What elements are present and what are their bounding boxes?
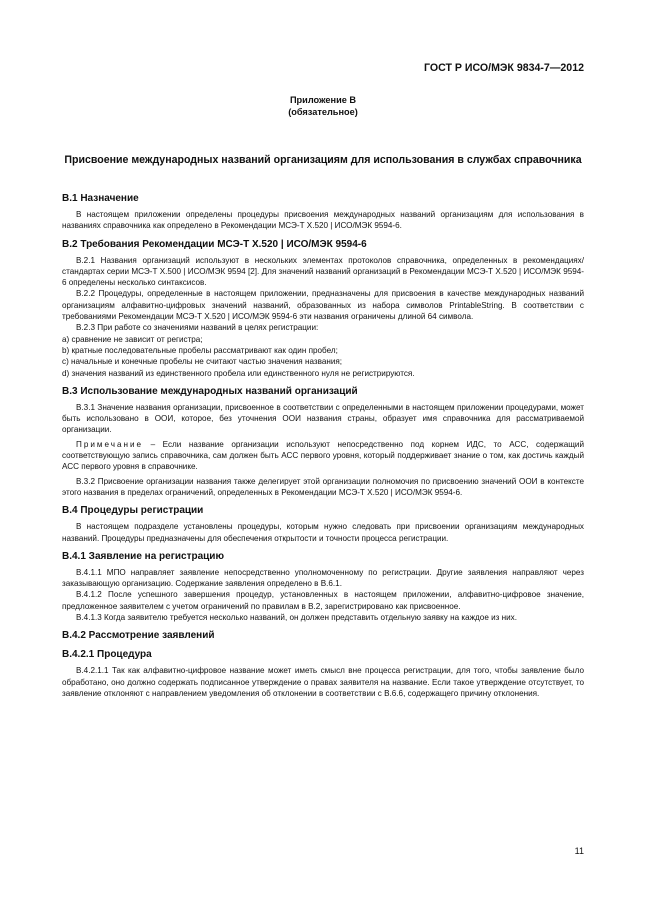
main-title: Присвоение международных названий организациям для использования в службах справочника bbox=[64, 154, 582, 166]
paragraph: В.4.1.2 После успешного завершения процедур, установленных в настоящем приложении, алфавитно-цифровое значение, предложенное заявителем с учетом ограничений по правилам в В.2, зарегистрировано как присвоенное. bbox=[62, 590, 584, 611]
paragraph: В.3.1 Значение названия организации, присвоенное в соответствии с определенными в настоящем приложении процедурами, может быть использовано в ООИ, которое, без уточнения ООИ названия страны, образует имя справочника для рассматриваемой организации. bbox=[62, 402, 584, 435]
paragraph: В.3.2 Присвоение организации названия также делегирует этой организации полномочия по присвоению значений ООИ в контексте этого названия в пределах ограничений, определенных в Рекомендации МСЭ-Т Х.520 | ИСО/МЭК 9594-6. bbox=[62, 476, 584, 497]
section-b42-heading: В.4.2 Рассмотрение заявлений bbox=[62, 630, 215, 642]
list-item: b) кратные последовательные пробелы рассматривают как один пробел; bbox=[62, 345, 338, 355]
paragraph: В.4.1.3 Когда заявителю требуется несколько названий, он должен представить отдельную заявку на каждое из них. bbox=[76, 613, 517, 623]
section-b2-heading: В.2 Требования Рекомендации МСЭ-Т Х.520 | ИСО/МЭК 9594-6 bbox=[62, 238, 367, 250]
appendix-heading bbox=[0, 94, 646, 118]
section-b41-heading: В.4.1 Заявление на регистрацию bbox=[62, 550, 224, 562]
page-number: 11 bbox=[574, 846, 584, 856]
section-b1-heading: В.1 Назначение bbox=[62, 193, 139, 204]
paragraph: В.4.2.1.1 Так как алфавитно-цифровое название может иметь смысл вне процесса регистрации, для того, чтобы заявление было обработано, оно должно содержать подписанное утверждение о правах заявителя на название. Если такое утверждение отсутствует, то заявление отклоняют с направлением уведомления об отклонении в соответствии с В.6.6, содержащего причину отклонения. bbox=[62, 666, 584, 698]
document-body bbox=[62, 192, 584, 699]
paragraph: В.2.2 Процедуры, определенные в настоящем приложении, предназначены для присвоения в качестве международных названий организациям алфавитно-цифровых значений названий, образованных из набора символов PrintableString. В соответствии с требованиями Рекомендации МСЭ-Т Х.520 | ИСО/МЭК 9594-6 эти названия ограничены длиной 64 символа. bbox=[62, 289, 584, 322]
list-item: c) начальные и конечные пробелы не считают частью значения названия; bbox=[62, 357, 343, 367]
note-text: – Если название организации используют непосредственно под корнем ИДС, то АСС, содержащий соответствующую запись справочника, сам должен быть АСС первого уровня, который поддерживает знание о том, как достичь каждый АСС первого уровня в справочнике. bbox=[62, 439, 584, 472]
paragraph: В настоящем подразделе установлены процедуры, которым нужно следовать при присвоении организациям международных названий. Процедуры предназначены для обеспечения открытости и точности процесса регистрации. bbox=[62, 522, 584, 543]
paragraph: В.2.3 При работе со значениями названий в целях регистрации: bbox=[76, 323, 319, 333]
list-item: d) значения названий из единственного пробела или единственного нуля не регистрируются. bbox=[62, 368, 415, 378]
section-b3-heading: В.3 Использование международных названий организаций bbox=[62, 385, 358, 397]
list-item: a) сравнение не зависит от регистра; bbox=[62, 334, 203, 344]
appendix-status: (обязательное) bbox=[288, 107, 358, 117]
paragraph: В.2.1 Названия организаций используют в нескольких элементах протоколов справочника, определенных в рекомендациях/стандартах серии МСЭ-Т Х.500 | ИСО/МЭК 9594 [2]. Для значений названий организаций в Рекомендации МСЭ-Т Х.520 | ИСО/МЭК 9594-6 определены несколько синтаксисов. bbox=[62, 255, 584, 288]
paragraph: В настоящем приложении определены процедуры присвоения международных названий организациям для использования в названиях справочника как определено в Рекомендации МСЭ-Т Х.520 | ИСО/МЭК 9594-6. bbox=[62, 210, 584, 231]
note bbox=[62, 439, 584, 473]
section-b421-heading: В.4.2.1 Процедура bbox=[62, 649, 152, 661]
note-label: Примечание bbox=[76, 439, 144, 449]
section-b4-heading: В.4 Процедуры регистрации bbox=[62, 505, 204, 517]
appendix-title: Приложение В bbox=[289, 95, 357, 105]
paragraph: В.4.1.1 МПО направляет заявление непосредственно уполномоченному по регистрации. Другие заявления направляют через заказывающую организацию. Содержание заявления определено в В.6.1. bbox=[62, 567, 584, 589]
document-code: ГОСТ Р ИСО/МЭК 9834-7—2012 bbox=[423, 62, 584, 74]
